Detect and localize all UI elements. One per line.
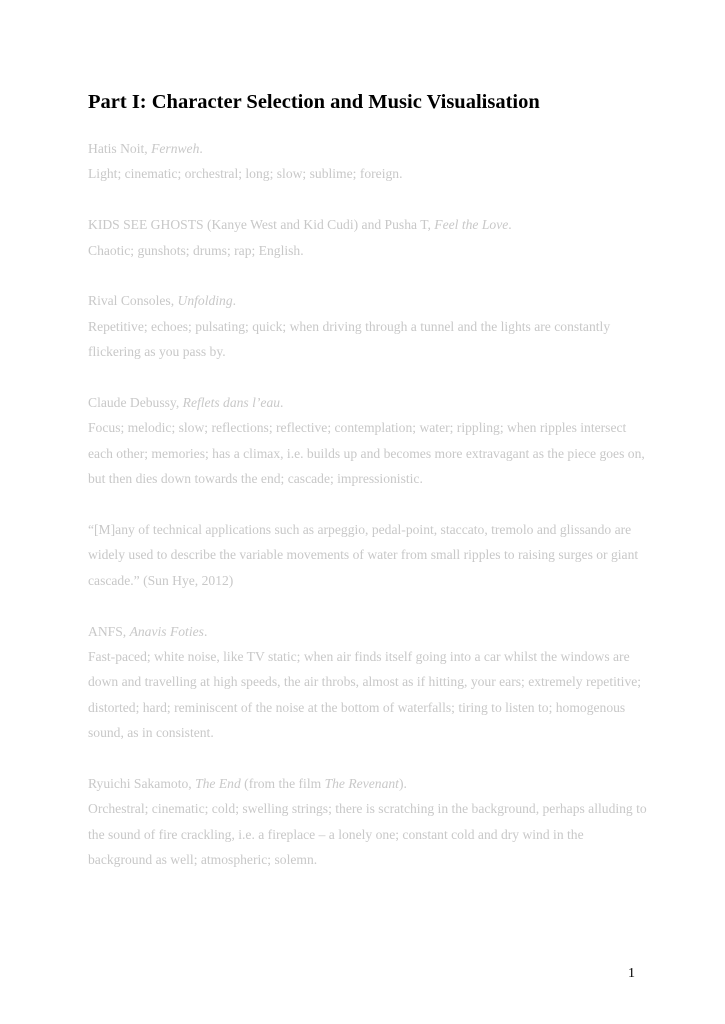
- entry-description: Repetitive; echoes; pulsating; quick; when driving through a tunnel and the lights are constantly flickering as you pass by.: [88, 318, 611, 360]
- entry-description: Chaotic; gunshots; drums; rap; English.: [88, 242, 304, 258]
- entry-rival-consoles: [88, 288, 648, 364]
- entry-heading-end: .: [280, 395, 284, 411]
- entry-heading: [88, 212, 648, 237]
- entry-claude-debussy: [88, 390, 648, 492]
- entry-heading: [88, 136, 648, 161]
- entry-heading-end: ).: [398, 776, 407, 792]
- entry-work-title: Fernweh: [151, 141, 200, 156]
- entry-ryuichi-sakamoto: [88, 771, 648, 873]
- entry-work-title: Anavis Foties: [129, 623, 204, 639]
- entry-artist: Hatis Noit,: [88, 141, 152, 156]
- entry-work-title: Feel the Love: [434, 217, 509, 233]
- page-number: 1: [628, 966, 635, 981]
- entry-quote: [88, 517, 648, 593]
- entry-artist: ANFS,: [88, 623, 130, 639]
- entry-description: Orchestral; cinematic; cold; swelling strings; there is scratching in the background, perhaps alluding to the sound of fire crackling, i.e. a fireplace – a lonely one; constant cold and dry wind in the background as well; atmospheric; solemn.: [88, 801, 647, 868]
- entry-kids-see-ghosts: [88, 212, 648, 263]
- quote-text: “[M]any of technical applications such as arpeggio, pedal-point, staccato, tremolo and glissando are widely used to describe the variable movements of water from small ripples to raising surges or giant cascade.” (Sun Hye, 2012): [88, 522, 639, 588]
- entry-anfs: [88, 619, 648, 746]
- entry-heading-end: .: [203, 623, 208, 639]
- entry-artist: Rival Consoles,: [88, 293, 178, 309]
- entry-artist: Claude Debussy,: [88, 395, 183, 411]
- entry-heading-end: .: [508, 217, 512, 233]
- entry-heading: [88, 771, 648, 796]
- entry-work-title: Reflets dans l’eau: [182, 395, 281, 411]
- entry-heading: [88, 288, 648, 313]
- entry-description: Fast-paced; white noise, like TV static; when air finds itself going into a car whilst the windows are down and travelling at high speeds, the air throbs, almost as if hitting, your ears; extremely repetitive; distorted; hard; reminiscent of the noise at the bottom of waterfalls; tiring to listen to; homogenous sound, as in consistent.: [88, 649, 642, 741]
- entry-heading-end: .: [199, 141, 203, 156]
- entry-hatis-noit: [88, 136, 648, 187]
- entry-film-title: The Revenant: [324, 776, 399, 792]
- entry-work-title: Unfolding: [177, 293, 233, 309]
- entry-heading-end: .: [232, 293, 237, 309]
- entry-artist: KIDS SEE GHOSTS (Kanye West and Kid Cudi) and Pusha T,: [88, 217, 435, 233]
- entry-description: Focus; melodic; slow; reflections; reflective; contemplation; water; rippling; when ripples intersect each other; memories; has a climax, i.e. builds up and becomes more extravagant as the piece goes on, but then dies down towards the end; cascade; impressionistic.: [88, 420, 645, 487]
- entry-heading-mid: (from the film: [240, 776, 325, 792]
- entry-artist: Ryuichi Sakamoto,: [88, 776, 196, 792]
- entry-heading: [88, 390, 648, 415]
- page-title: Part I: Character Selection and Music Visualisation: [88, 91, 540, 113]
- entry-heading: [88, 619, 648, 644]
- entry-description: Light; cinematic; orchestral; long; slow; sublime; foreign.: [88, 166, 403, 182]
- entry-work-title: The End: [195, 776, 241, 792]
- music-entries: [88, 136, 648, 898]
